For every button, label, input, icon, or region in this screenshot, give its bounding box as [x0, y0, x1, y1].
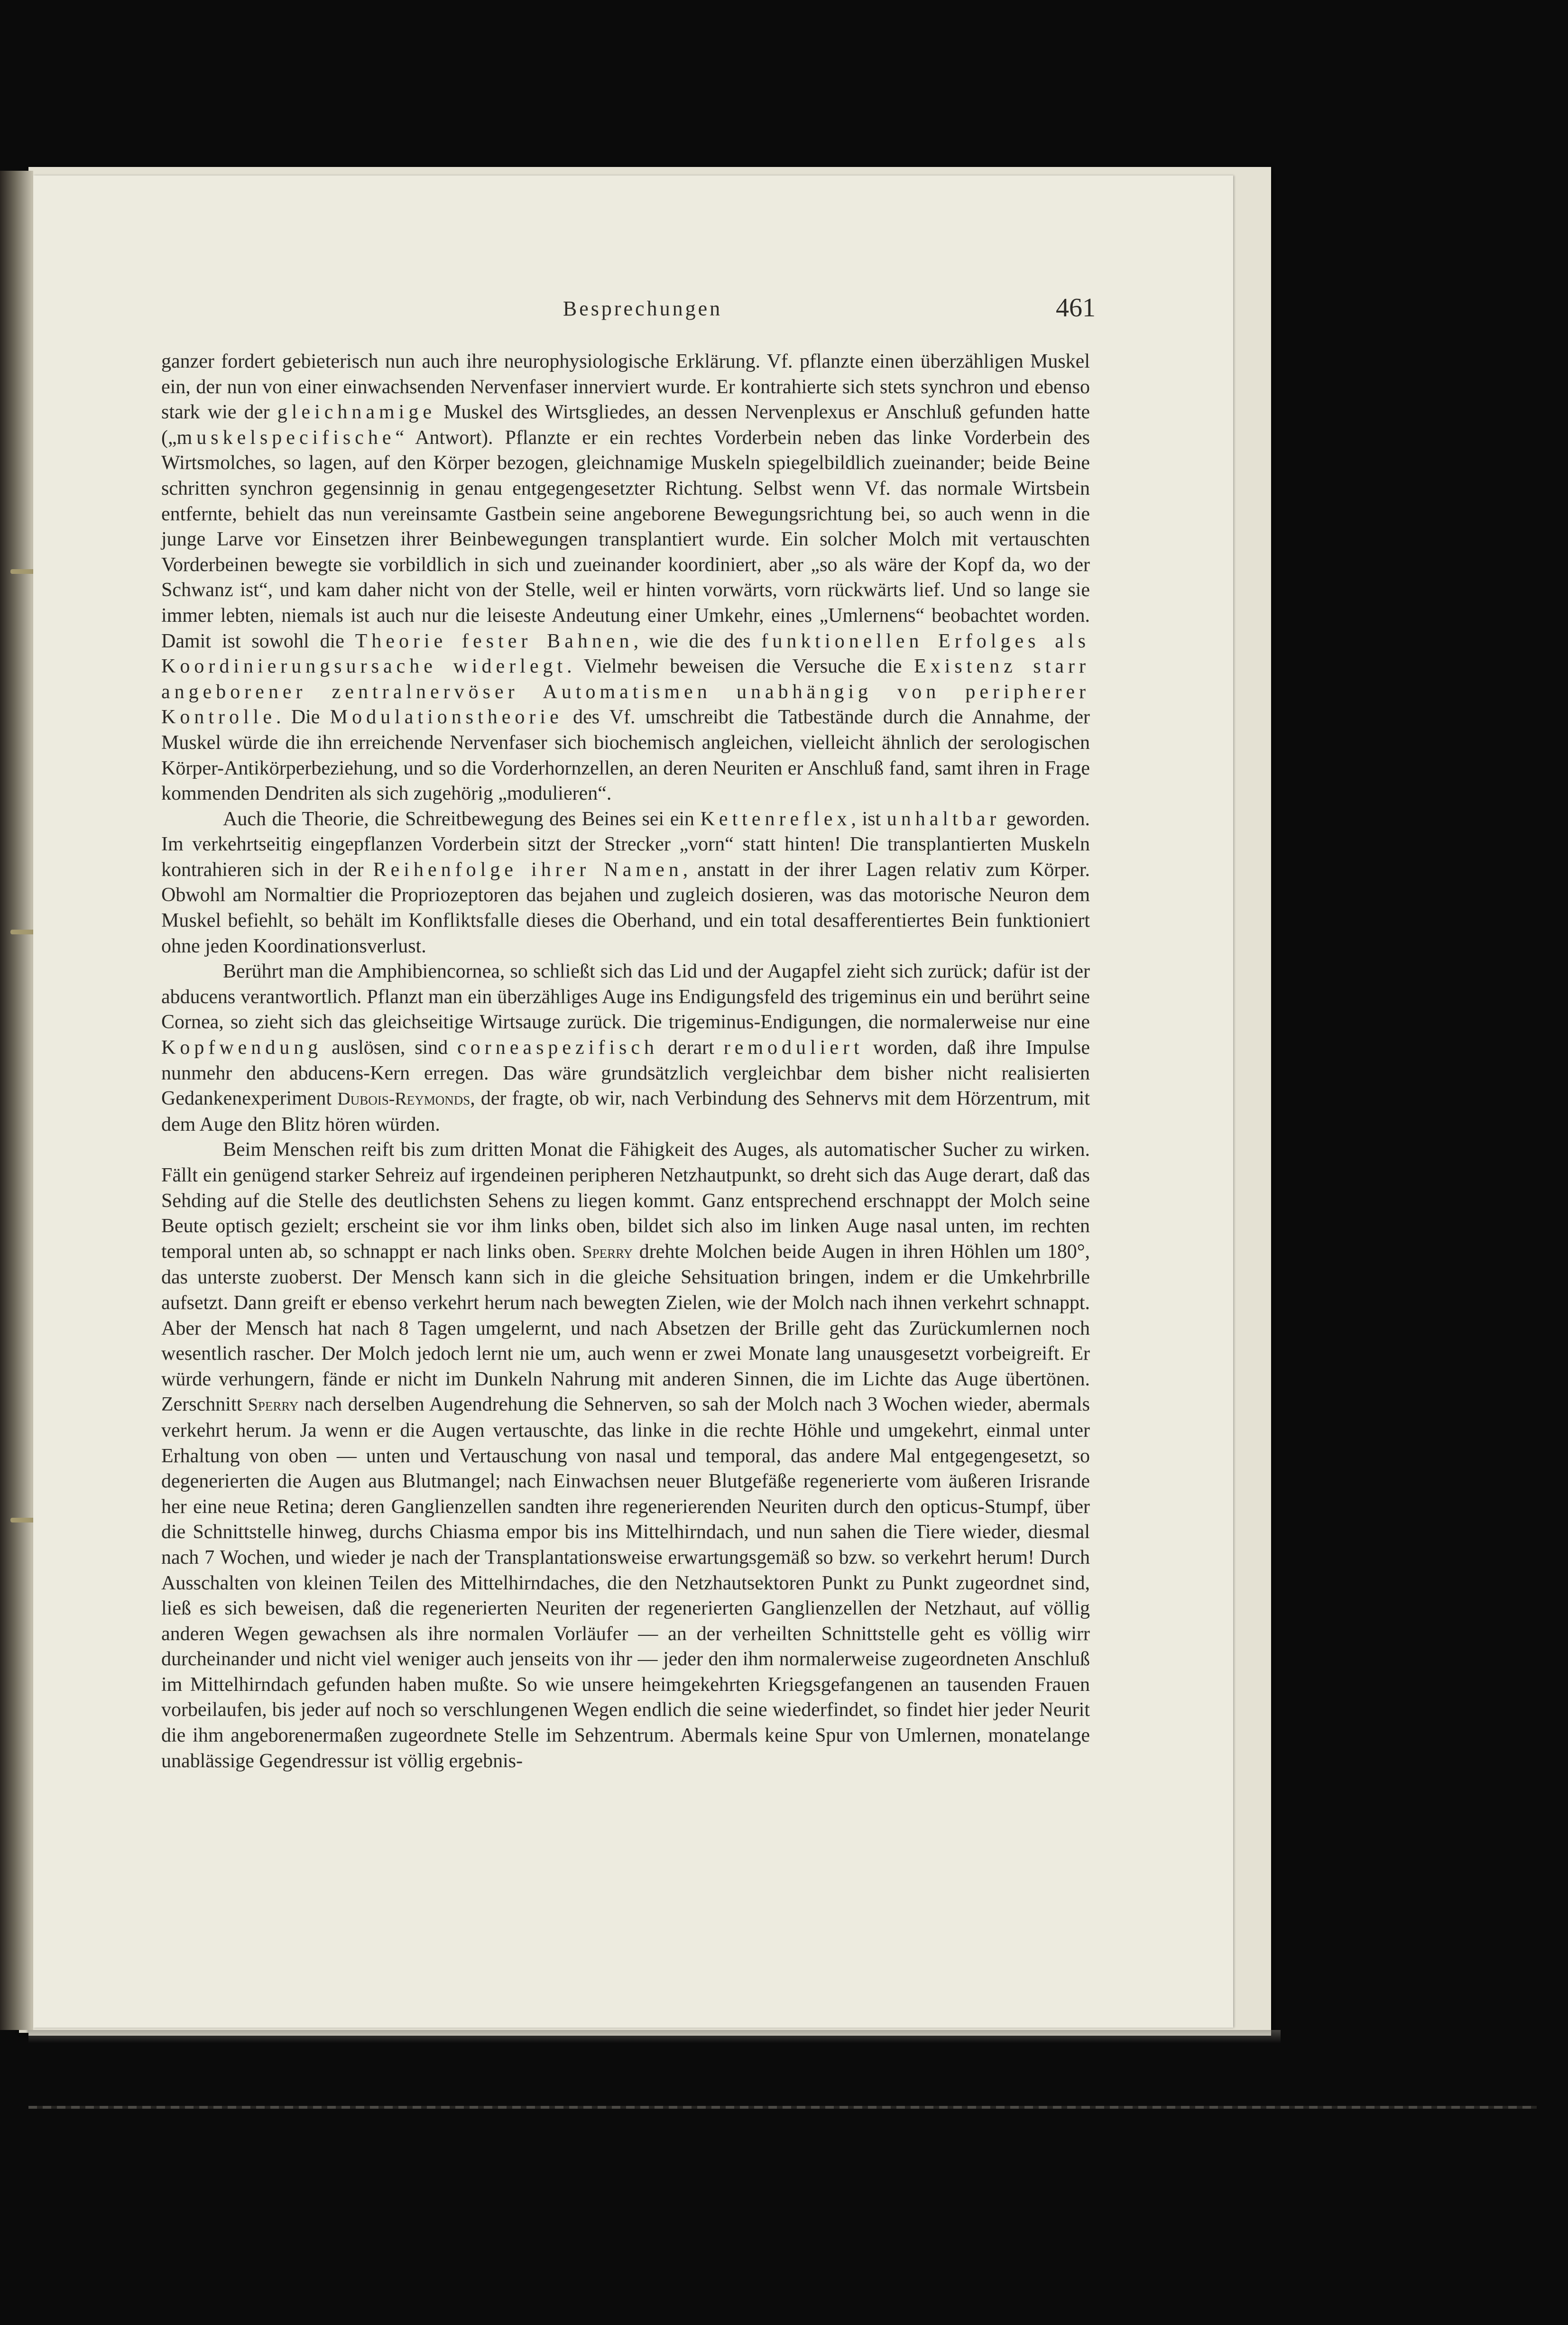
- text-run: , ist: [851, 808, 887, 830]
- paragraph: [161, 349, 1090, 807]
- text-run: auslösen, sind: [322, 1037, 458, 1059]
- text-run: , anstatt in der ihrer Lagen relativ zum Körper. Obwohl am Normaltier die Propriozeptoren das bejahen und zugleich dosieren, was das motorische Neuron dem Muskel befiehlt, so behält im Konfliktsfalle dieses die Oberhand, und ein total desafferentiertes Bein funktioniert ohne jeden Koordinationsverlust.: [161, 858, 1090, 957]
- text-run: ganzer fordert gebieterisch nun auch ihre neurophysiologische Erklärung. Vf. pflanzte einen überzähligen Muskel ein, der nun von einer einwachsenden Nervenfaser innerviert wurde. Er kontrahierte sich stets synchron und ebenso stark wie der: [161, 351, 1090, 424]
- text-run: , der fragte, ob wir, nach Verbindung des Sehnervs mit dem Hörzentrum, mit dem Auge den Blitz hören würden.: [161, 1088, 1090, 1135]
- spaced-emphasis: gleichnamige: [277, 401, 436, 424]
- spaced-emphasis: muskelspecifische: [176, 426, 396, 449]
- spaced-emphasis: Existenz starr angeborener zentralnervöser Automatismen unabhängig von peripherer Kontrolle: [161, 655, 1090, 729]
- text-run: nach derselben Augendrehung die Sehnerven, so sah der Molch nach 3 Wochen wieder, abermals verkehrt herum. Ja wenn er die Augen vertauschte, das linke in die rechte Höhle und umgekehrt, einmal unter Erhaltung von oben — unten und Vertauschung von nasal und temporal, das andere Mal entgegengesetzt, so degenerierten die Augen aus Blutmangel; nach Einwachsen neuer Blutgefäße regenerierte vom äußeren Irisrande her eine neue Retina; deren Ganglienzellen sandten ihre regenerierenden Neuriten durch den opticus-Stumpf, über die Schnittstelle hinweg, durchs Chiasma empor bis ins Mittelhirndach, und nun sahen die Tiere wieder, diesmal nach 7 Wochen, und wieder je nach der Transplantationsweise erwartungsgemäß so bzw. so verkehrt herum! Durch Ausschalten von kleinen Teilen des Mittelhirndaches, die den Netzhautsektoren Punkt zu Punkt zugeordnet sind, ließ es sich beweisen, daß die regenerierten Neuriten der regenerierten Ganglienzellen der Netzhaut, auf völlig anderen Wegen gewachsen als ihre normalen Vorläufer — an der verheilten Schnittstelle geht es völlig wirr durcheinander und nicht viel weniger auch jenseits von ihr — jeder den ihm normalerweise zugeordneten Anschluß im Mittelhirndach gefunden haben mußte. So wie unsere heimgekehrten Kriegsgefangenen an tausenden Frauen vorbeilaufen, bis jeder auf noch so verschlungenen Wegen endlich die seine wiederfindet, so findet hier jeder Neurit die ihm angeborenermaßen zugeordnete Stelle im Sehzentrum. Abermals keine Spur von Umlernen, monatelange unablässige Gegendressur ist völlig ergebnis-: [161, 1393, 1090, 1772]
- text-run: Auch die Theorie, die Schreitbewegung des Beines sei ein: [223, 808, 701, 830]
- text-run: “ Antwort). Pflanzte er ein rechtes Vorderbein neben das linke Vorderbein des Wirtsmolches, so lagen, auf den Körper bezogen, gleichnamige Muskeln spiegelbildlich zueinander; beide Beine schritten synchron gegensinnig in genau entgegengesetzter Richtung. Selbst wenn Vf. das normale Wirtsbein entfernte, behielt das nun vereinsamte Gastbein seine angeborene Bewegungsrichtung bei, so auch wenn in die junge Larve vor Einsetzen ihrer Beinbewegungen transplantiert wurde. Ein solcher Molch mit vertauschten Vorderbeinen bewegte sie vorbildlich in sich und zueinander koordiniert, aber „so als wäre der Kopf da, wo der Schwanz ist“, und kam daher nicht von der Stelle, weil er hinten vorwärts, vorn rückwärts lief. Und so lange sie immer lebten, niemals ist auch nur die leiseste Andeutung einer Umkehr, eines „Umlernens“ beobachtet worden. Damit ist sowohl die: [161, 426, 1090, 652]
- running-head: Besprechungen: [563, 297, 723, 320]
- text-run: Berührt man die Amphibiencornea, so schließt sich das Lid und der Augapfel zieht sich zurück; dafür ist der abducens verantwortlich. Pflanzt man ein überzähliges Auge ins Endigungsfeld des trigeminus ein und berührt seine Cornea, so zieht sich das gleichseitige Wirtsauge zurück. Die trigeminus-Endigungen, die normalerweise nur eine: [161, 960, 1090, 1033]
- text-run: geworden. Im verkehrtseitig eingepflanzen Vorderbein sitzt der Strecker „vorn“ statt hinten! Die transplantierten Muskeln kontrahieren sich in der: [161, 808, 1090, 881]
- paragraph: [161, 807, 1090, 960]
- spaced-emphasis: remoduliert: [723, 1037, 864, 1059]
- small-caps-name: Sperry: [248, 1395, 299, 1415]
- paragraph: [161, 959, 1090, 1137]
- page-shadow: [28, 2030, 1281, 2043]
- spaced-emphasis: funktionellen Erfolges als Koordinierungsursache widerlegt: [161, 630, 1090, 678]
- spaced-emphasis: unhaltbar: [886, 808, 1001, 830]
- page-header: [190, 293, 1096, 334]
- small-caps-name: Dubois-Reymonds: [337, 1089, 470, 1109]
- book-page: [33, 175, 1233, 2028]
- text-run: worden, daß ihre Impulse nunmehr den abducens-Kern erregen. Das wäre grundsätzlich vergleichbar dem bisher nicht realisierten Gedankenexperiment: [161, 1037, 1090, 1110]
- text-run: derart: [658, 1037, 724, 1059]
- body-text: [161, 349, 1090, 1774]
- spaced-emphasis: corneaspezifisch: [457, 1037, 659, 1059]
- text-run: , wie die des: [633, 630, 762, 652]
- scanner-artifact-line: [28, 2106, 1537, 2109]
- paragraph: [161, 1137, 1090, 1774]
- text-run: . Vielmehr beweisen die Versuche die: [567, 655, 914, 678]
- spaced-emphasis: Reihenfolge ihrer Namen: [373, 858, 683, 881]
- text-run: . Die: [276, 706, 330, 729]
- spaced-emphasis: Theorie fester Bahnen: [355, 630, 634, 652]
- small-caps-name: Sperry: [582, 1242, 633, 1262]
- text-run: Muskel des Wirtsgliedes, an dessen Nervenplexus er Anschluß gefunden hatte („: [161, 401, 1090, 449]
- text-run: des Vf. umschreibt die Tatbestände durch die Annahme, der Muskel würde die ihn erreichende Nervenfaser sich biochemisch angleichen, vielleicht ähnlich der serologischen Körper-Antikörperbeziehung, und so die Vorderhornzellen, an deren Neuriten er Anschluß fand, samt ihren in Frage kommenden Dendriten als sich zugehörig „modulieren“.: [161, 706, 1090, 805]
- page-number: 461: [1056, 293, 1096, 323]
- spaced-emphasis: Kopfwendung: [161, 1037, 323, 1059]
- spaced-emphasis: Modulationstheorie: [330, 706, 563, 729]
- spaced-emphasis: Kettenreflex: [700, 808, 851, 830]
- book-spine: [0, 171, 33, 2030]
- text-run: Beim Menschen reift bis zum dritten Monat die Fähigkeit des Auges, als automatischer Sucher zu wirken. Fällt ein genügend starker Sehreiz auf irgendeinen peripheren Netzhautpunkt, so dreht sich das Auge derart, daß das Sehding auf die Stelle des deutlichsten Sehens zu liegen kommt. Ganz entsprechend erschnappt der Molch seine Beute optisch gezielt; erscheint sie vor ihm links oben, bildet sich also im linken Auge nasal unten, im rechten temporal unten ab, so schnappt er nach links oben.: [161, 1139, 1090, 1263]
- text-run: drehte Molchen beide Augen in ihren Höhlen um 180°, das unterste zuoberst. Der Mensch kann sich in die gleiche Sehsituation bringen, indem er die Umkehrbrille aufsetzt. Dann greift er ebenso verkehrt herum nach bewegten Zielen, wie der Molch nach ihnen verkehrt schnappt. Aber der Mensch hat nach 8 Tagen umgelernt, und nach Absetzen der Brille geht das Zurückumlernen noch wesentlich rascher. Der Molch jedoch lernt nie um, auch wenn er zwei Monate lang unausgesetzt vorbeigreift. Er würde verhungern, fände er nicht im Dunkeln Nahrung mit anderen Sinnen, die im Lichte das Auge übertönen. Zerschnitt: [161, 1240, 1090, 1416]
